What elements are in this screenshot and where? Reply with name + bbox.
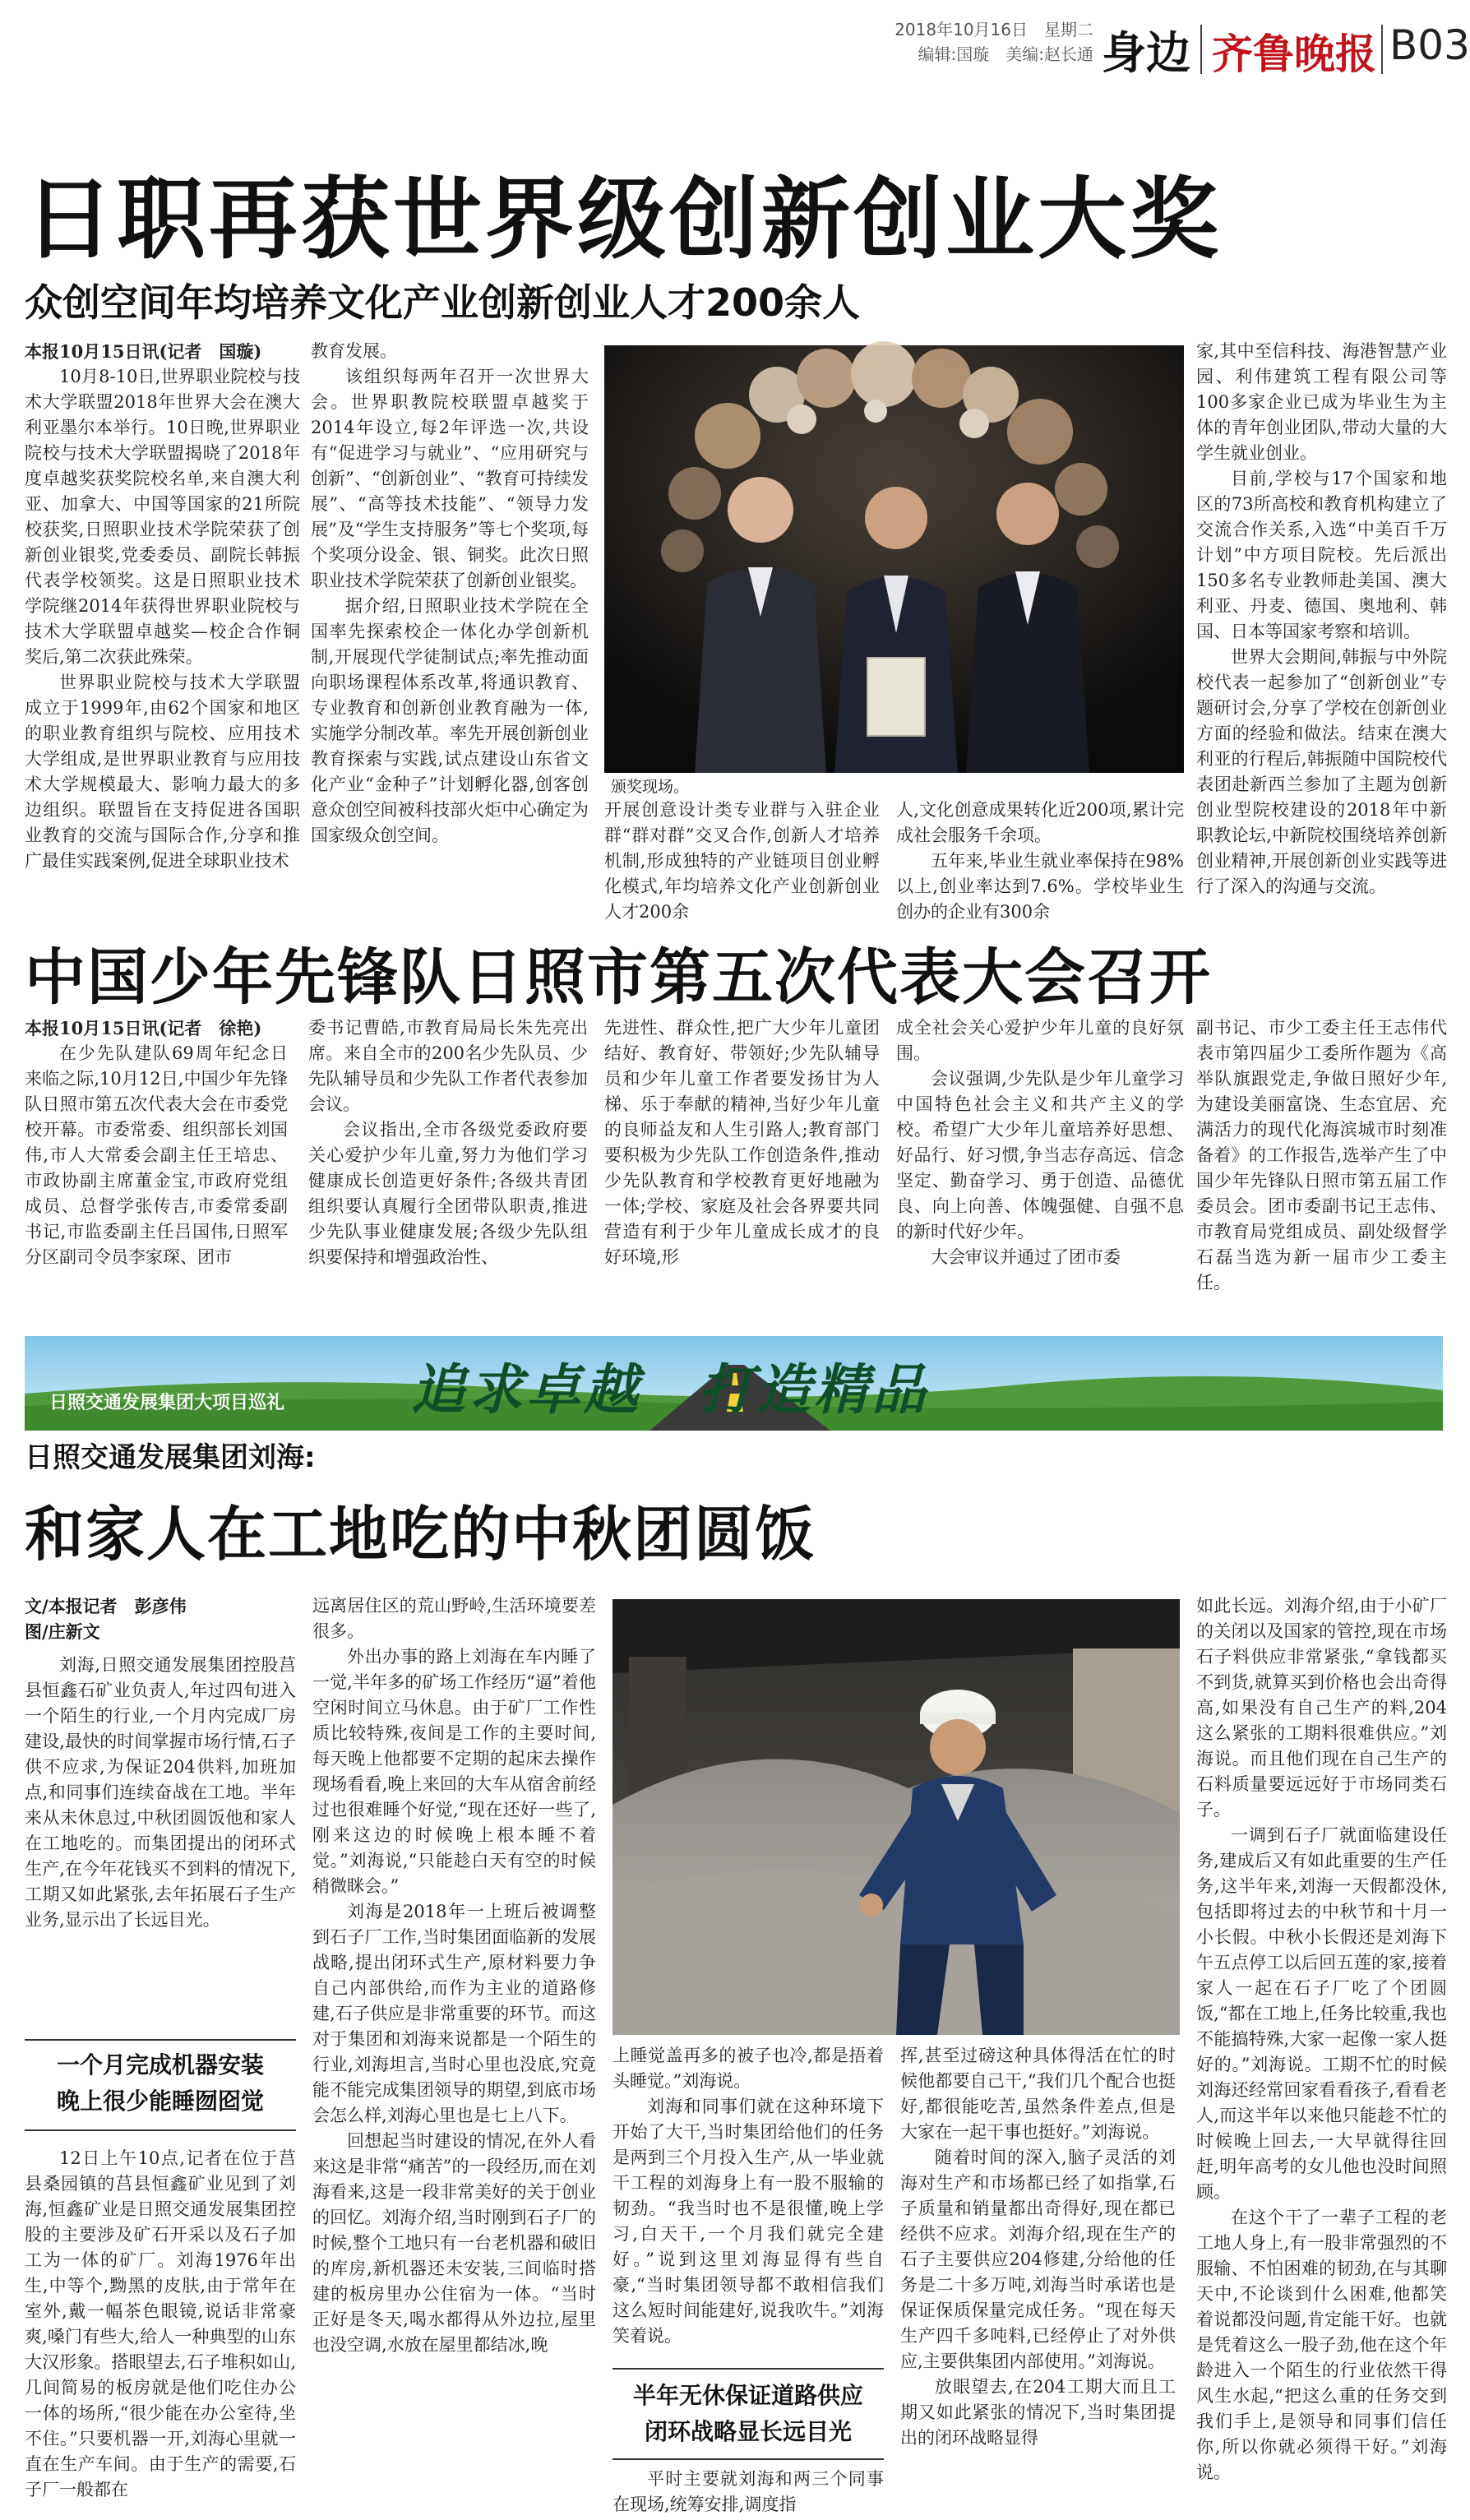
story2-headline: 中国少年先锋队日照市第五次代表大会召开	[25, 942, 1212, 1013]
paragraph: 10月8-10日,世界职业院校与技术大学联盟2018年世界大会在澳大利亚墨尔本举行。10日晚,世界职业院校与技术大学联盟揭晓了2018年度卓越奖获奖院校名单,来自澳大利亚、加拿大、中国等国家的21所院校获奖,日照职业技术学院荣获了创新创业银奖,党委委员、副院长韩振代表学校领奖。这是日照职业技术学院继2014年获得世界职业院校与技术大学联盟卓越奖—校企合作铜奖后,第二次获此殊荣。	[25, 367, 300, 667]
paragraph: 教育发展。	[311, 341, 397, 361]
story1-byline: 本报10月15日讯(记者 国璇)	[25, 341, 262, 362]
paragraph: 开展创意设计类专业群与入驻企业群“群对群”交叉合作,创新人才培养机制,形成独特的产业链项目创业孵化模式,年均培养文化产业创新创业人才200余	[604, 800, 880, 922]
paragraph: 人,文化创意成果转化近200项,累计完成社会服务千余项。	[896, 800, 1184, 845]
paragraph: 在这个干了一辈子工程的老工地人身上,有一股非常强烈的不服输、不怕困难的韧劲,在与其聊天中,不论谈到什么困难,他都笑着说都没问题,肯定能干好。也就是凭着这么一股子劲,他在这个年龄进入一个陌生的行业依然干得风生水起,“把这么重的任务交到我们手上,是领导和同事们信任你,所以你就必须得干好。”刘海说。	[1196, 2208, 1447, 2482]
story3-byline-reporter: 文/本报记者 彭彦伟	[25, 1596, 187, 1616]
paragraph: 刘海,日照交通发展集团控股莒县恒鑫石矿业负责人,年过四旬进入一个陌生的行业,一个月内完成厂房建设,最快的时间掌握市场行情,石子供不应求,为保证204供料,加班加点,和同事们连续奋战在工地。半年来从未休息过,中秋团圆饭他和家人在工地吃的。而集团提出的闭环式生产,在今年花钱买不到料的情况下,工期又如此紧张,去年拓展石子生产业务,显示出了长远目光。	[25, 1655, 296, 1930]
divider	[612, 2458, 884, 2460]
paragraph: 上睡觉盖再多的被子也冷,都是捂着头睡觉。”刘海说。	[612, 2046, 884, 2091]
paragraph: 12日上午10点,记者在位于莒县桑园镇的莒县恒鑫矿业见到了刘海,恒鑫矿业是日照交通发展集团控股的主要涉及矿石开采以及石子加工为一体的矿厂。刘海1976年出生,中等个,黝黑的皮肤,由于常年在室外,戴一幅茶色眼镜,说话非常豪爽,嗓门有些大,给人一种典型的山东大汉形象。搭眼望去,石子堆积如山,几间简易的板房就是他们吃住办公一体的场所,“很少能在办公室待,坐不住。”只要机器一开,刘海心里就一直在生产车间。由于生产的需要,石子厂一般都在	[25, 2148, 296, 2499]
story2-column-2	[308, 1015, 588, 1320]
paragraph: 回想起当时建设的情况,在外人看来这是非常“痛苦”的一段经历,而在刘海看来,这是一段非常美好的关于创业的回忆。刘海介绍,当时刚到石子厂的时候,整个工地只有一台老机器和破旧的库房,新机器还未安装,三间临时搭建的板房里办公住宿为一体。“当时正好是冬天,喝水都得从外边拉,屋里也没空调,水放在屋里都结冰,晚	[312, 2131, 596, 2355]
masthead-divider	[1381, 25, 1383, 74]
story3-kicker: 日照交通发展集团刘海:	[25, 1441, 316, 1474]
paragraph: 副书记、市少工委主任王志伟代表市第四届少工委所作题为《高举队旗跟党走,争做日照好少年,为建设美丽富饶、生态宜居、充满活力的现代化海滨城市时刻准备着》的工作报告,选举产生了中国少年先锋队日照市第五届工作委员会。团市委副书记王志伟、市教育局党组成员、副处级督学石磊当选为新一届市少工委主任。	[1196, 1018, 1447, 1292]
divider	[612, 2368, 884, 2370]
story2-column-3	[604, 1015, 880, 1320]
story3-headline: 和家人在工地吃的中秋团圆饭	[25, 1500, 816, 1569]
story3-column-4	[900, 2043, 1176, 2508]
banner-label: 日照交通发展集团大项目巡礼	[49, 1393, 285, 1413]
story1-subheadline: 众创空间年均培养文化产业创新创业人才200余人	[25, 280, 861, 325]
paragraph: 世界大会期间,韩振与中外院校代表一起参加了“创新创业”专题研讨会,分享了学校在创新创业方面的经验和做法。结束在澳大利亚的行程后,韩振随中国院校代表团赴新西兰参加了主题为创新创业型院校建设的2018年中新职教论坛,中新院校围绕培养创新创业精神,开展创新创业实践等进行了深入的沟通与交流。	[1196, 647, 1447, 896]
masthead-editors: 编辑:国璇 美编:赵长通	[918, 44, 1093, 64]
paragraph: 会议强调,少先队是少年儿童学习中国特色社会主义和共产主义的学校。希望广大少年儿童培养好思想、好品行、好习惯,争当志存高远、信念坚定、勤奋学习、勇于创造、品德优良、向上向善、体魄强健、自强不息的新时代好少年。	[896, 1069, 1184, 1242]
paragraph: 目前,学校与17个国家和地区的73所高校和教育机构建立了交流合作关系,入选“中美百千万计划”中方项目院校。先后派出150多名专业教师赴美国、澳大利亚、丹麦、德国、奥地利、韩国、日本等国家考察和培训。	[1196, 469, 1447, 641]
paragraph: 五年来,毕业生就业率保持在98%以上,创业率达到7.6%。学校毕业生创办的企业有300余	[896, 851, 1184, 922]
paragraph: 外出办事的路上刘海在车内睡了一觉,半年多的矿场工作经历“逼”着他空闲时间立马休息。由于矿厂工作性质比较特殊,夜间是工作的主要时间,每天晚上他都要不定期的起床去操作现场看看,晚上来回的大车从宿舍前经过也很难睡个好觉,“现在还好一些了,刚来这边的时候晚上根本睡不着觉。”刘海说,“只能趁白天有空的时候稍微眯会。”	[312, 1647, 596, 1896]
paragraph: 委书记曹皓,市教育局局长朱先亮出席。来自全市的200名少先队员、少先队辅导员和少先队工作者代表参加会议。	[308, 1018, 588, 1114]
paragraph: 刘海是2018年一上班后被调整到石子厂工作,当时集团面临新的发展战略,提出闭环式生产,原材料要力争自己内部供给,而作为主业的道路修建,石子供应是非常重要的环节。而这对于集团和刘海来说都是一个陌生的行业,刘海坦言,当时心里也没底,究竟能不能完成集团领导的期望,到底市场会怎么样,刘海心里也是七上八下。	[312, 1902, 596, 2125]
paragraph: 世界职业院校与技术大学联盟成立于1999年,由62个国家和地区的职业教育组织与院校、应用技术大学组成,是世界职业教育与应用技术大学规模最大、影响力最大的多边组织。联盟旨在支持促进各国职业教育的交流与国际合作,分享和推广最佳实践案例,促进全球职业技术	[25, 673, 300, 871]
story3-bylines	[25, 1593, 296, 1644]
pull-quote-line: 一个月完成机器安装	[56, 2051, 264, 2078]
masthead-divider	[1200, 25, 1202, 74]
paragraph: 会议指出,全市各级党委政府要关心爱护少年儿童,努力为他们学习健康成长创造更好条件;各级共青团组织要认真履行全团带队职责,推进少先队事业健康发展;各级少先队组织要保持和增强政治性、	[308, 1120, 588, 1267]
pull-quote-2	[612, 2378, 884, 2450]
paragraph: 随着时间的深入,脑子灵活的刘海对生产和市场都已经了如指掌,石子质量和销量都出奇得好,现在都已经供不应求。刘海介绍,现在生产的石子主要供应204修建,分给他的任务是二十多万吨,刘海当时承诺也是保证保质保量完成任务。“现在每天生产四千多吨料,已经停止了对外供应,主要供集团内部使用。”刘海说。	[900, 2148, 1176, 2371]
pull-quote-line: 晚上很少能睡囫囵觉	[56, 2088, 264, 2115]
story3-column-2	[312, 1593, 596, 2506]
story1-column-1	[25, 339, 300, 914]
paragraph: 一调到石子厂就面临建设任务,建成后又有如此重要的生产任务,这半年来,刘海一天假都没休,包括即将过去的中秋节和十月一小长假。中秋小长假还是刘海下午五点停工以后回五莲的家,接着家人一起在石子厂吃了个团圆饭,“都在工地上,任务比较重,我也不能搞特殊,大家一起像一家人挺好的。”刘海说。工期不忙的时候刘海还经常回家看看孩子,看看老人,而这半年以来他只能趁不忙的时候晚上回去,一大早就得往回赶,明年高考的女儿他也没时间照顾。	[1196, 1825, 1447, 2202]
paragraph: 该组织每两年召开一次世界大会。世界职教院校联盟卓越奖于2014年设立,每2年评选一次,共设有“促进学习与就业”、“应用研究与创新”、“创新创业”、“教育可持续发展”、“高等技术技能”、“领导力发展”及“学生支持服务”等七个奖项,每个奖项分设金、银、铜奖。此次日照职业技术学院荣获了创新创业银奖。	[311, 367, 589, 590]
story3-column-3	[612, 2043, 884, 2346]
masthead-date: 2018年10月16日 星期二	[894, 20, 1093, 39]
story1-column-4	[896, 798, 1184, 922]
story1-column-2	[311, 339, 589, 914]
story1-column-3	[604, 798, 880, 922]
paragraph: 挥,甚至过磅这种具体得活在忙的时候他都要自己干,“我们几个配合也挺好,都很能吃苦,虽然条件差点,但是大家在一起干事也挺好。”刘海说。	[900, 2046, 1176, 2142]
story1-headline: 日职再获世界级创新创业大奖	[25, 169, 1223, 271]
paper-logo: 齐鲁晚报	[1212, 30, 1376, 78]
section-name: 身边	[1102, 27, 1190, 79]
page-number: B03	[1389, 21, 1470, 69]
story3-byline-photo: 图/庄新文	[25, 1621, 100, 1642]
paragraph: 据介绍,日照职业技术学院在全国率先探索校企一体化办学创新机制,开展现代学徒制试点;率先推动面向职场课程体系改革,将通识教育、专业教育和创新创业教育融为一体,实施学分制改革。率先开展创新创业教育探索与实践,试点建设山东省文化产业“金种子”计划孵化器,创客创意众创空间被科技部火炬中心确定为国家级众创空间。	[311, 596, 589, 845]
paragraph: 平时主要就刘海和两三个同事在现场,统筹安排,调度指	[612, 2469, 884, 2514]
banner-slogan: 追求卓越 打造精品	[411, 1358, 929, 1422]
paragraph: 刘海和同事们就在这种环境下开始了大干,当时集团给他们的任务是两到三个月投入生产,从一毕业就干工程的刘海身上有一股不服输的韧劲。“我当时也不是很懂,晚上学习,白天干,一个月我们就完全建好。”说到这里刘海显得有些自豪,“当时集团领导都不敢相信我们这么短时间能建好,说我吹牛。”刘海笑着说。	[612, 2097, 884, 2346]
divider	[25, 2129, 296, 2131]
story2-column-1	[25, 1015, 288, 1320]
story2-byline: 本报10月15日讯(记者 徐艳)	[25, 1018, 262, 1038]
story1-column-5	[1196, 339, 1447, 914]
project-banner	[25, 1336, 1443, 1431]
paragraph: 如此长远。刘海介绍,由于小矿厂的关闭以及国家的管控,现在市场石子料供应非常紧张,“拿钱都买不到货,就算买到价格也会出奇得高,如果没有自己生产的料,204这么紧张的工期料很难供应。”刘海说。而且他们现在自己生产的石料质量要远远好于市场同类石子。	[1196, 1596, 1447, 1819]
paragraph: 成全社会关心爱护少年儿童的良好氛围。	[896, 1018, 1184, 1063]
quarry-worker-photo	[612, 1599, 1180, 2035]
paragraph: 在少先队建队69周年纪念日来临之际,10月12日,中国少年先锋队日照市第五次代表大会在市委党校开幕。市委常委、组织部长刘国伟,市人大常委会副主任王培忠、市政协副主席董金宝,市政府党组成员、总督学张传吉,市委常委副书记,市监委副主任吕国伟,日照军分区副司令员李家琛、团市	[25, 1043, 288, 1267]
pull-quote-line: 半年无休保证道路供应	[632, 2382, 863, 2409]
paragraph: 大会审议并通过了团市委	[931, 1247, 1121, 1267]
pull-quote-line: 闭环战略显长远目光	[644, 2418, 852, 2445]
photo-caption: 颁奖现场。	[611, 778, 690, 796]
pull-quote-1	[25, 2047, 296, 2120]
award-ceremony-photo	[604, 345, 1184, 773]
paragraph: 家,其中至信科技、海港智慧产业园、利伟建筑工程有限公司等100多家企业已成为毕业生为主体的青年创业团队,带动大量的大学生就业创业。	[1196, 341, 1447, 463]
story2-column-4	[896, 1015, 1184, 1320]
story2-column-5	[1196, 1015, 1447, 1320]
story3-column-1b	[25, 2146, 296, 2508]
paragraph: 放眼望去,在204工期大而且工期又如此紧张的情况下,当时集团提出的闭环战略显得	[900, 2377, 1176, 2448]
story3-column-3b	[612, 2467, 884, 2514]
story3-column-1a	[25, 1653, 296, 2027]
paragraph: 先进性、群众性,把广大少年儿童团结好、教育好、带领好;少先队辅导员和少年儿童工作者要发扬甘为人梯、乐于奉献的精神,当好少年儿童的良师益友和人生引路人;教育部门要积极为少先队工作创造条件,推动少先队教育和学校教育更好地融为一体;学校、家庭及社会各界要共同营造有利于少年儿童成长成才的良好环境,形	[604, 1018, 880, 1267]
paragraph: 远离居住区的荒山野岭,生活环境要差很多。	[312, 1596, 596, 1641]
story3-column-5	[1196, 1593, 1447, 2506]
divider	[25, 2039, 296, 2041]
